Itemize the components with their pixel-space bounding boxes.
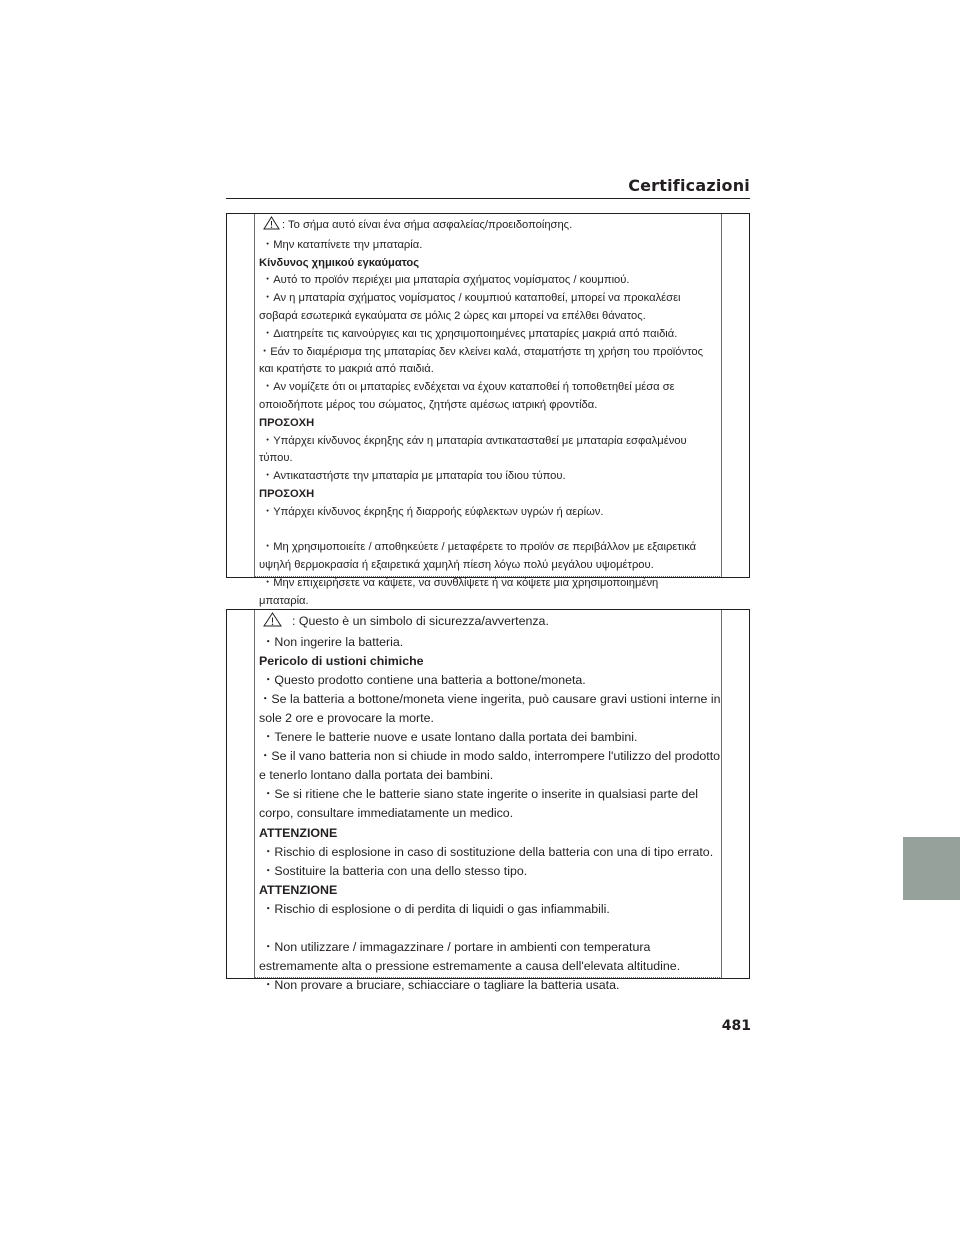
text-line: ・Αν η μπαταρία σχήματος νομίσματος / κουμπιού καταποθεί, μπορεί να προκαλέσει — [262, 292, 681, 305]
text-line: ・Tenere le batterie nuove e usate lontano dalla portata dei bambini. — [262, 730, 638, 745]
text-line: ・Se si ritiene che le batterie siano state ingerite o inserite in qualsiasi parte del — [262, 787, 698, 802]
text-line: ・Rischio di esplosione in caso di sostituzione della batteria con una di tipo errato. — [262, 844, 714, 859]
text-line: ・Non provare a bruciare, schiacciare o tagliare la batteria usata. — [262, 977, 620, 992]
text-line: ・Υπάρχει κίνδυνος έκρηξης εάν η μπαταρία αντικατασταθεί με μπαταρία εσφαλμένου — [262, 434, 687, 447]
box-inner-right-rule — [721, 610, 722, 978]
text-line: corpo, consultare immediatamente un medico. — [259, 806, 514, 821]
box-inner-right-rule — [721, 214, 722, 577]
text-line: τύπου. — [259, 452, 293, 465]
warning-triangle-icon — [263, 216, 280, 237]
text-line: ・Αντικαταστήστε την μπαταρία με μπαταρία του ίδιου τύπου. — [262, 470, 566, 483]
text-line: σοβαρά εσωτερικά εγκαύματα σε μόλις 2 ώρες και μπορεί να επέλθει θάνατος. — [259, 309, 646, 322]
text-line: μπαταρία. — [259, 594, 309, 607]
text-line: και κρατήστε το μακριά από παιδιά. — [259, 363, 434, 376]
text-line: ・Μην επιχειρήσετε να κάψετε, να συνθλίψετε ή να κόψετε μια χρησιμοποιημένη — [262, 576, 659, 589]
text-line: οποιοδήποτε μέρος του σώματος, ζητήστε αμέσως ιατρική φροντίδα. — [259, 398, 598, 411]
text-line: ・Εάν το διαμέρισμα της μπαταρίας δεν κλείνει καλά, σταματήστε τη χρήση του προϊόντος — [259, 345, 703, 358]
text-line: sole 2 ore e provocare la morte. — [259, 711, 434, 726]
text-line: ・Sostituire la batteria con una dello stesso tipo. — [262, 863, 528, 878]
chapter-thumb-tab — [903, 837, 960, 900]
italian-lines — [259, 633, 719, 995]
section-heading: ΠΡΟΣΟΧΗ — [259, 487, 315, 500]
greek-warning-note — [259, 216, 719, 237]
text-line: ・Rischio di esplosione o di perdita di liquidi o gas infiammabili. — [262, 901, 610, 916]
page-number: 481 — [721, 1018, 751, 1034]
text-line: ・Questo prodotto contiene una batteria a bottone/moneta. — [262, 673, 586, 688]
text-line: ・Διατηρείτε τις καινούργιες και τις χρησιμοποιημένες μπαταρίες μακριά από παιδιά. — [262, 327, 678, 340]
italian-warning-note — [259, 612, 719, 633]
section-heading: ΠΡΟΣΟΧΗ — [259, 416, 315, 429]
text-line: estremamente alta o pressione estremamente a causa dell'elevata altitudine. — [259, 958, 681, 973]
warning-triangle-icon — [263, 612, 282, 633]
greek-warning-note-text: : Το σήμα αυτό είναι ένα σήμα ασφαλείας/προειδοποίησης. — [282, 219, 573, 231]
text-line: ・Μη χρησιμοποιείτε / αποθηκεύετε / μεταφέρετε το προϊόν σε περιβάλλον με εξαιρετικά — [262, 541, 697, 554]
italian-warning-box — [226, 609, 750, 992]
italian-warning-text — [259, 612, 719, 995]
text-line: ・Υπάρχει κίνδυνος έκρηξης ή διαρροής εύφλεκτων υγρών ή αερίων. — [262, 505, 604, 518]
text-line: ・Se la batteria a bottone/moneta viene ingerita, può causare gravi ustioni interne in — [259, 692, 721, 707]
section-heading: Κίνδυνος χημικού εγκαύματος — [259, 256, 420, 269]
section-heading: ATTENZIONE — [259, 882, 338, 897]
greek-lines — [259, 237, 719, 611]
section-heading: Pericolo di ustioni chimiche — [259, 654, 424, 669]
text-line: ・Αυτό το προϊόν περιέχει μια μπαταρία σχήματος νομίσματος / κουμπιού. — [262, 274, 630, 287]
text-line: ・Μην καταπίνετε την μπαταρία. — [262, 238, 423, 251]
greek-warning-text — [259, 216, 719, 611]
box-inner-left-rule — [254, 610, 255, 978]
text-line: e tenerlo lontano dalla portata dei bambini. — [259, 768, 494, 783]
blank-line — [259, 522, 719, 540]
text-line: ・Se il vano batteria non si chiude in modo saldo, interrompere l'utilizzo del prodotto — [259, 749, 721, 764]
greek-warning-box — [226, 213, 750, 607]
header-rule — [226, 198, 750, 199]
text-line: ・Non utilizzare / immagazzinare / portare in ambienti con temperatura — [262, 939, 651, 954]
text-line: ・Non ingerire la batteria. — [262, 635, 404, 650]
section-heading: ATTENZIONE — [259, 825, 338, 840]
box-inner-left-rule — [254, 214, 255, 577]
text-line: υψηλή θερμοκρασία ή εξαιρετικά χαμηλή πίεση λόγω πολύ μεγάλου υψομέτρου. — [259, 559, 654, 572]
text-line: ・Αν νομίζετε ότι οι μπαταρίες ενδέχεται να έχουν καταποθεί ή τοποθετηθεί μέσα σε — [262, 381, 675, 394]
italian-warning-note-text: : Questo è un simbolo di sicurezza/avvertenza. — [292, 614, 549, 628]
section-title: Certificazioni — [628, 176, 750, 195]
blank-line — [259, 919, 719, 938]
